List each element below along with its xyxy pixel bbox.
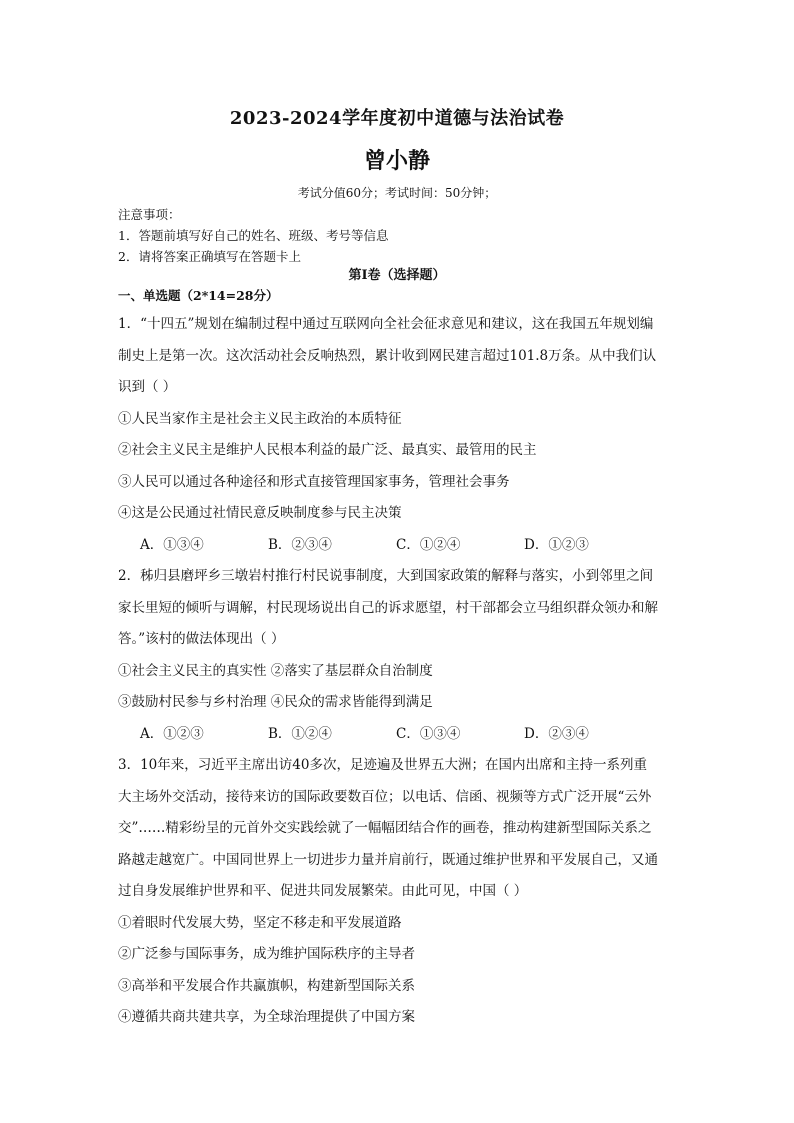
- choice-row: [118, 719, 686, 751]
- part-title: 一、单选题（2*14=28分）: [118, 288, 279, 303]
- statement: ③鼓励村民参与乡村治理 ④民众的需求皆能得到满足: [118, 694, 433, 710]
- question-stem-line: 1．“十四五”规划在编制过程中通过互联网向全社会征求意见和建议，这在我国五年规划编: [118, 316, 654, 332]
- notes-heading: 注意事项：: [118, 207, 181, 222]
- question-2: [118, 561, 686, 750]
- question-1: [118, 309, 686, 561]
- notes-block: [118, 204, 388, 267]
- question-stem-line: 答。”该村的做法体现出（ ）: [118, 631, 285, 647]
- statement: ②广泛参与国际事务，成为维护国际秩序的主导者: [118, 946, 415, 962]
- statement: ①社会主义民主的真实性 ②落实了基层群众自治制度: [118, 662, 433, 679]
- questions-area: [118, 309, 686, 1034]
- statement: ④遵循共商共建共享，为全球治理提供了中国方案: [118, 1009, 415, 1025]
- choice-d[interactable]: D．①②③: [524, 536, 589, 553]
- question-stem-line: 3．10年来，习近平主席出访40多次，足迹遍及世界五大洲；在国内出席和主持一系列重: [118, 757, 647, 773]
- choice-row: [118, 530, 686, 562]
- statement: ③高举和平发展合作共赢旗帜，构建新型国际关系: [118, 977, 415, 994]
- statement: ③人民可以通过各种途径和形式直接管理国家事务，管理社会事务: [118, 473, 510, 490]
- choice-c[interactable]: C．①②④: [396, 536, 461, 553]
- statement: ①着眼时代发展大势，坚定不移走和平发展道路: [118, 914, 402, 931]
- section-title: 第I卷（选择题）: [348, 268, 446, 283]
- author-name: 曾小静: [363, 148, 430, 174]
- exam-meta: 考试分值60分；考试时间：50分钟；: [297, 186, 497, 200]
- exam-title: 2023-2024学年度初中道德与法治试卷: [229, 108, 565, 129]
- notes-item: 1．答题前填写好自己的姓名、班级、考号等信息: [118, 228, 389, 243]
- choice-b[interactable]: B．②③④: [268, 536, 332, 553]
- question-stem-line: 过自身发展维护世界和平、促进共同发展繁荣。由此可见，中国（ ）: [118, 883, 528, 899]
- statement: ①人民当家作主是社会主义民主政治的本质特征: [118, 410, 402, 427]
- question-stem-line: 交”……精彩纷呈的元首外交实践绘就了一幅幅团结合作的画卷，推动构建新型国际关系之: [118, 820, 652, 836]
- question-stem-line: 制史上是第一次。这次活动社会反响热烈，累计收到网民建言超过101.8万条。从中我们认: [118, 347, 657, 364]
- statement: ④这是公民通过社情民意反映制度参与民主决策: [118, 505, 402, 521]
- notes-item: 2．请将答案正确填写在答题卡上: [118, 249, 301, 264]
- question-stem-line: 路越走越宽广。中国同世界上一切进步力量并肩前行，既通过维护世界和平发展自己，又通: [118, 851, 658, 868]
- question-stem-line: 家长里短的倾听与调解，村民现场说出自己的诉求愿望，村干部都会立马组织群众领办和解: [118, 599, 658, 616]
- statement: ②社会主义民主是维护人民根本利益的最广泛、最真实、最管用的民主: [118, 442, 537, 458]
- choice-a[interactable]: A．①③④: [140, 536, 204, 553]
- choice-a[interactable]: A．①②③: [140, 725, 204, 742]
- choice-d[interactable]: D．②③④: [524, 725, 589, 742]
- choice-c[interactable]: C．①③④: [396, 725, 461, 742]
- question-stem-line: 2．秭归县磨坪乡三墩岩村推行村民说事制度，大到国家政策的解释与落实，小到邻里之间: [118, 568, 654, 584]
- choice-b[interactable]: B．①②④: [268, 725, 332, 742]
- question-3: [118, 750, 686, 1034]
- question-stem-line: 大主场外交活动，接待来访的国际政要数百位；以电话、信函、视频等方式广泛开展“云外: [118, 788, 652, 805]
- question-stem-line: 识到（ ）: [118, 379, 177, 395]
